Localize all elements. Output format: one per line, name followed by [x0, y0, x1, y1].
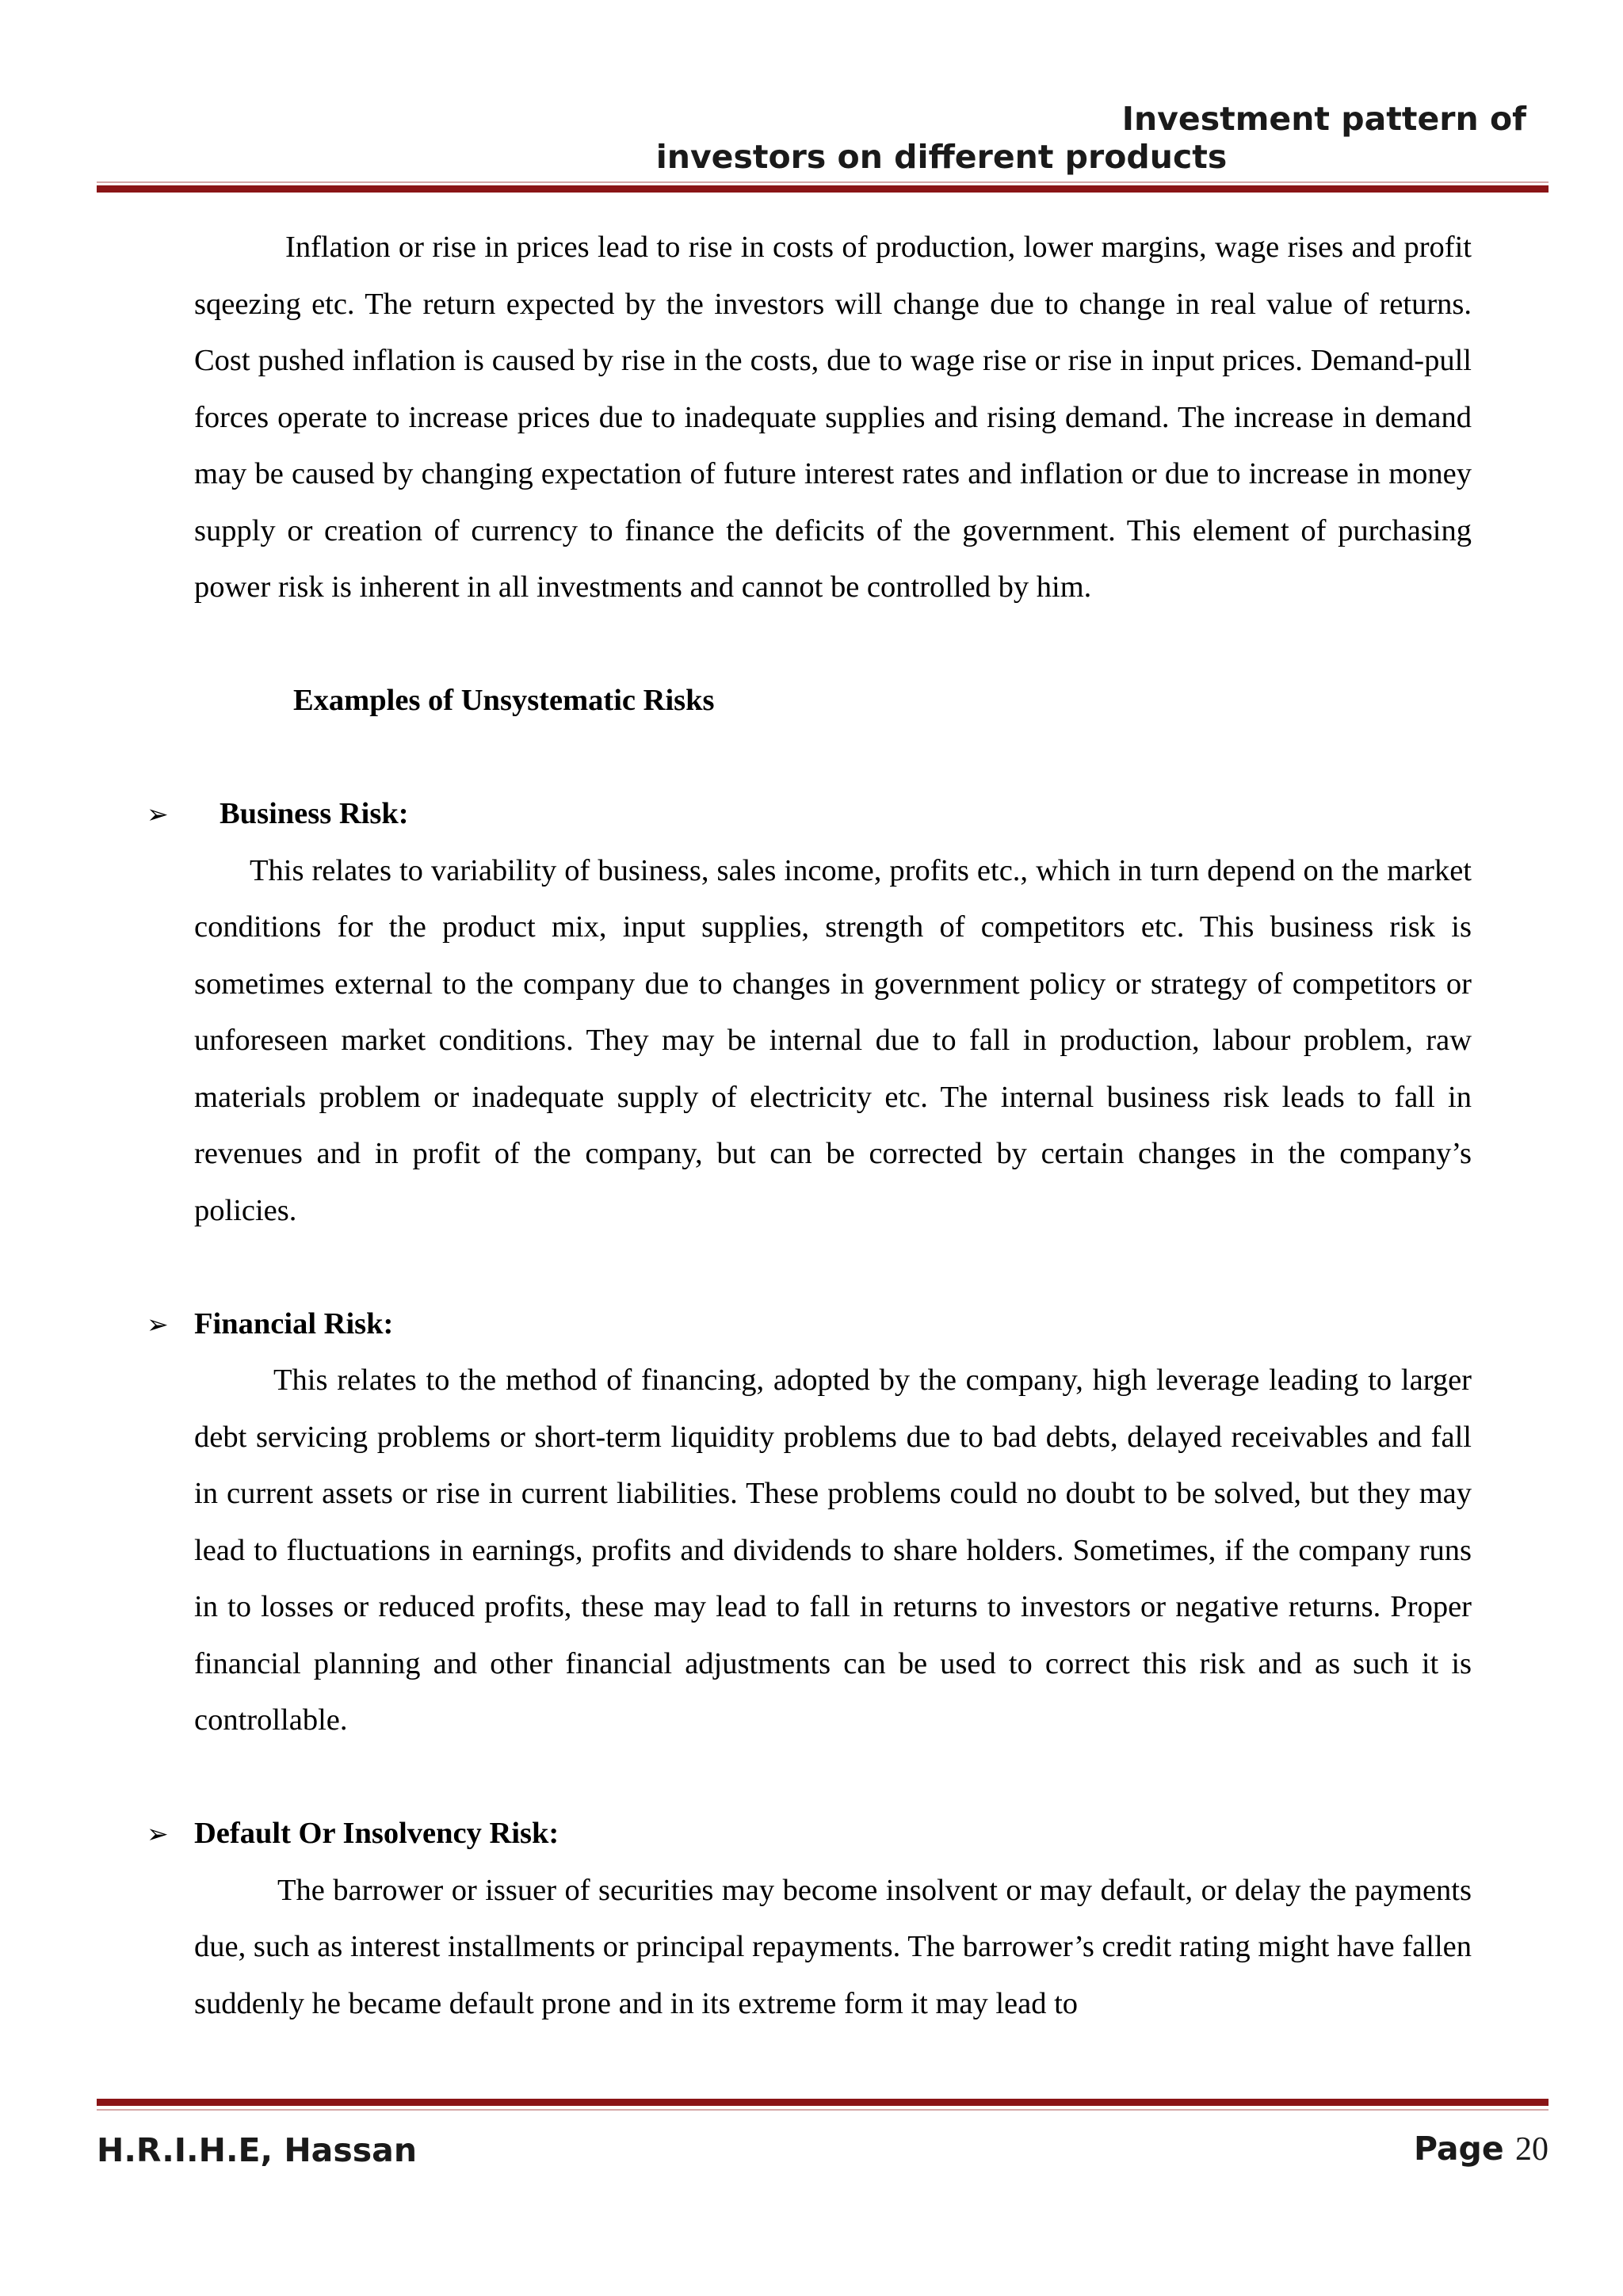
section-heading: Examples of Unsystematic Risks — [293, 684, 715, 717]
bullet-heading-default-risk — [147, 1806, 1472, 1863]
business-risk-paragraph: This relates to variability of business, sales income, profits etc., which in turn depend on the market conditions for the product mix, input supplies, strength of competitors etc. This business risk is sometimes external to the company due to changes in government policy or strategy of competitors or unforeseen market conditions. They may be internal due to fall in production, labour problem, raw materials problem or inadequate supply of electricity etc. The internal business risk leads to fall in revenues and in profit of the company, but can be corrected by certain changes in the company’s policies. — [194, 853, 1472, 1227]
header-rule-thin — [97, 181, 1549, 183]
footer-rule-thin — [97, 2109, 1549, 2111]
footer-page-label: Page — [1413, 2130, 1504, 2168]
header-title-line2: investors on different products — [655, 138, 1228, 176]
arrow-bullet-icon: ➢ — [147, 1308, 169, 1340]
footer-page-number: 20 — [1515, 2131, 1549, 2168]
footer-institution: H.R.I.H.E, Hassan — [97, 2131, 418, 2169]
bullet-heading-label: Default Or Insolvency Risk: — [194, 1817, 559, 1850]
bullet-heading-financial-risk — [147, 1296, 1472, 1353]
bullet-heading-label: Business Risk: — [220, 797, 409, 830]
arrow-bullet-icon: ➢ — [147, 799, 169, 830]
header-title-line1: Investment pattern of — [1121, 100, 1526, 138]
footer-rule — [97, 2099, 1549, 2106]
arrow-bullet-icon: ➢ — [147, 1818, 169, 1849]
footer-page — [1414, 2130, 1549, 2168]
bullet-heading-business-risk — [147, 786, 1472, 843]
financial-risk-paragraph: This relates to the method of financing, adopted by the company, high leverage leading to larger debt servicing problems or short-term liquidity problems due to bad debts, delayed receivables and fall in current assets or rise in current liabilities. These problems could no doubt to be solved, but they may lead to fluctuations in earnings, profits and dividends to share holders. Sometimes, if the company runs in to losses or reduced profits, these may lead to fall in returns to investors or negative returns. Proper financial planning and other financial adjustments can be used to correct this risk and as such it is controllable. — [194, 1363, 1472, 1737]
default-risk-paragraph: The barrower or issuer of securities may become insolvent or may default, or delay the payments due, such as interest installments or principal repayments. The barrower’s credit rating might have fallen suddenly he became default prone and in its extreme form it may lead to — [194, 1873, 1472, 2020]
page-body — [147, 219, 1472, 2032]
header-rule — [97, 185, 1549, 193]
intro-paragraph: Inflation or rise in prices lead to rise in costs of production, lower margins, wage rises and profit sqeezing etc. The return expected by the investors will change due to change in real value of returns. Cost pushed inflation is caused by rise in the costs, due to wage rise or rise in input prices. Demand-pull forces operate to increase prices due to inadequate supplies and rising demand. The increase in demand may be caused by changing expectation of future interest rates and inflation or due to increase in money supply or creation of currency to finance the deficits of the government. This element of purchasing power risk is inherent in all investments and cannot be controlled by him. — [194, 231, 1472, 604]
bullet-heading-label: Financial Risk: — [194, 1306, 394, 1341]
